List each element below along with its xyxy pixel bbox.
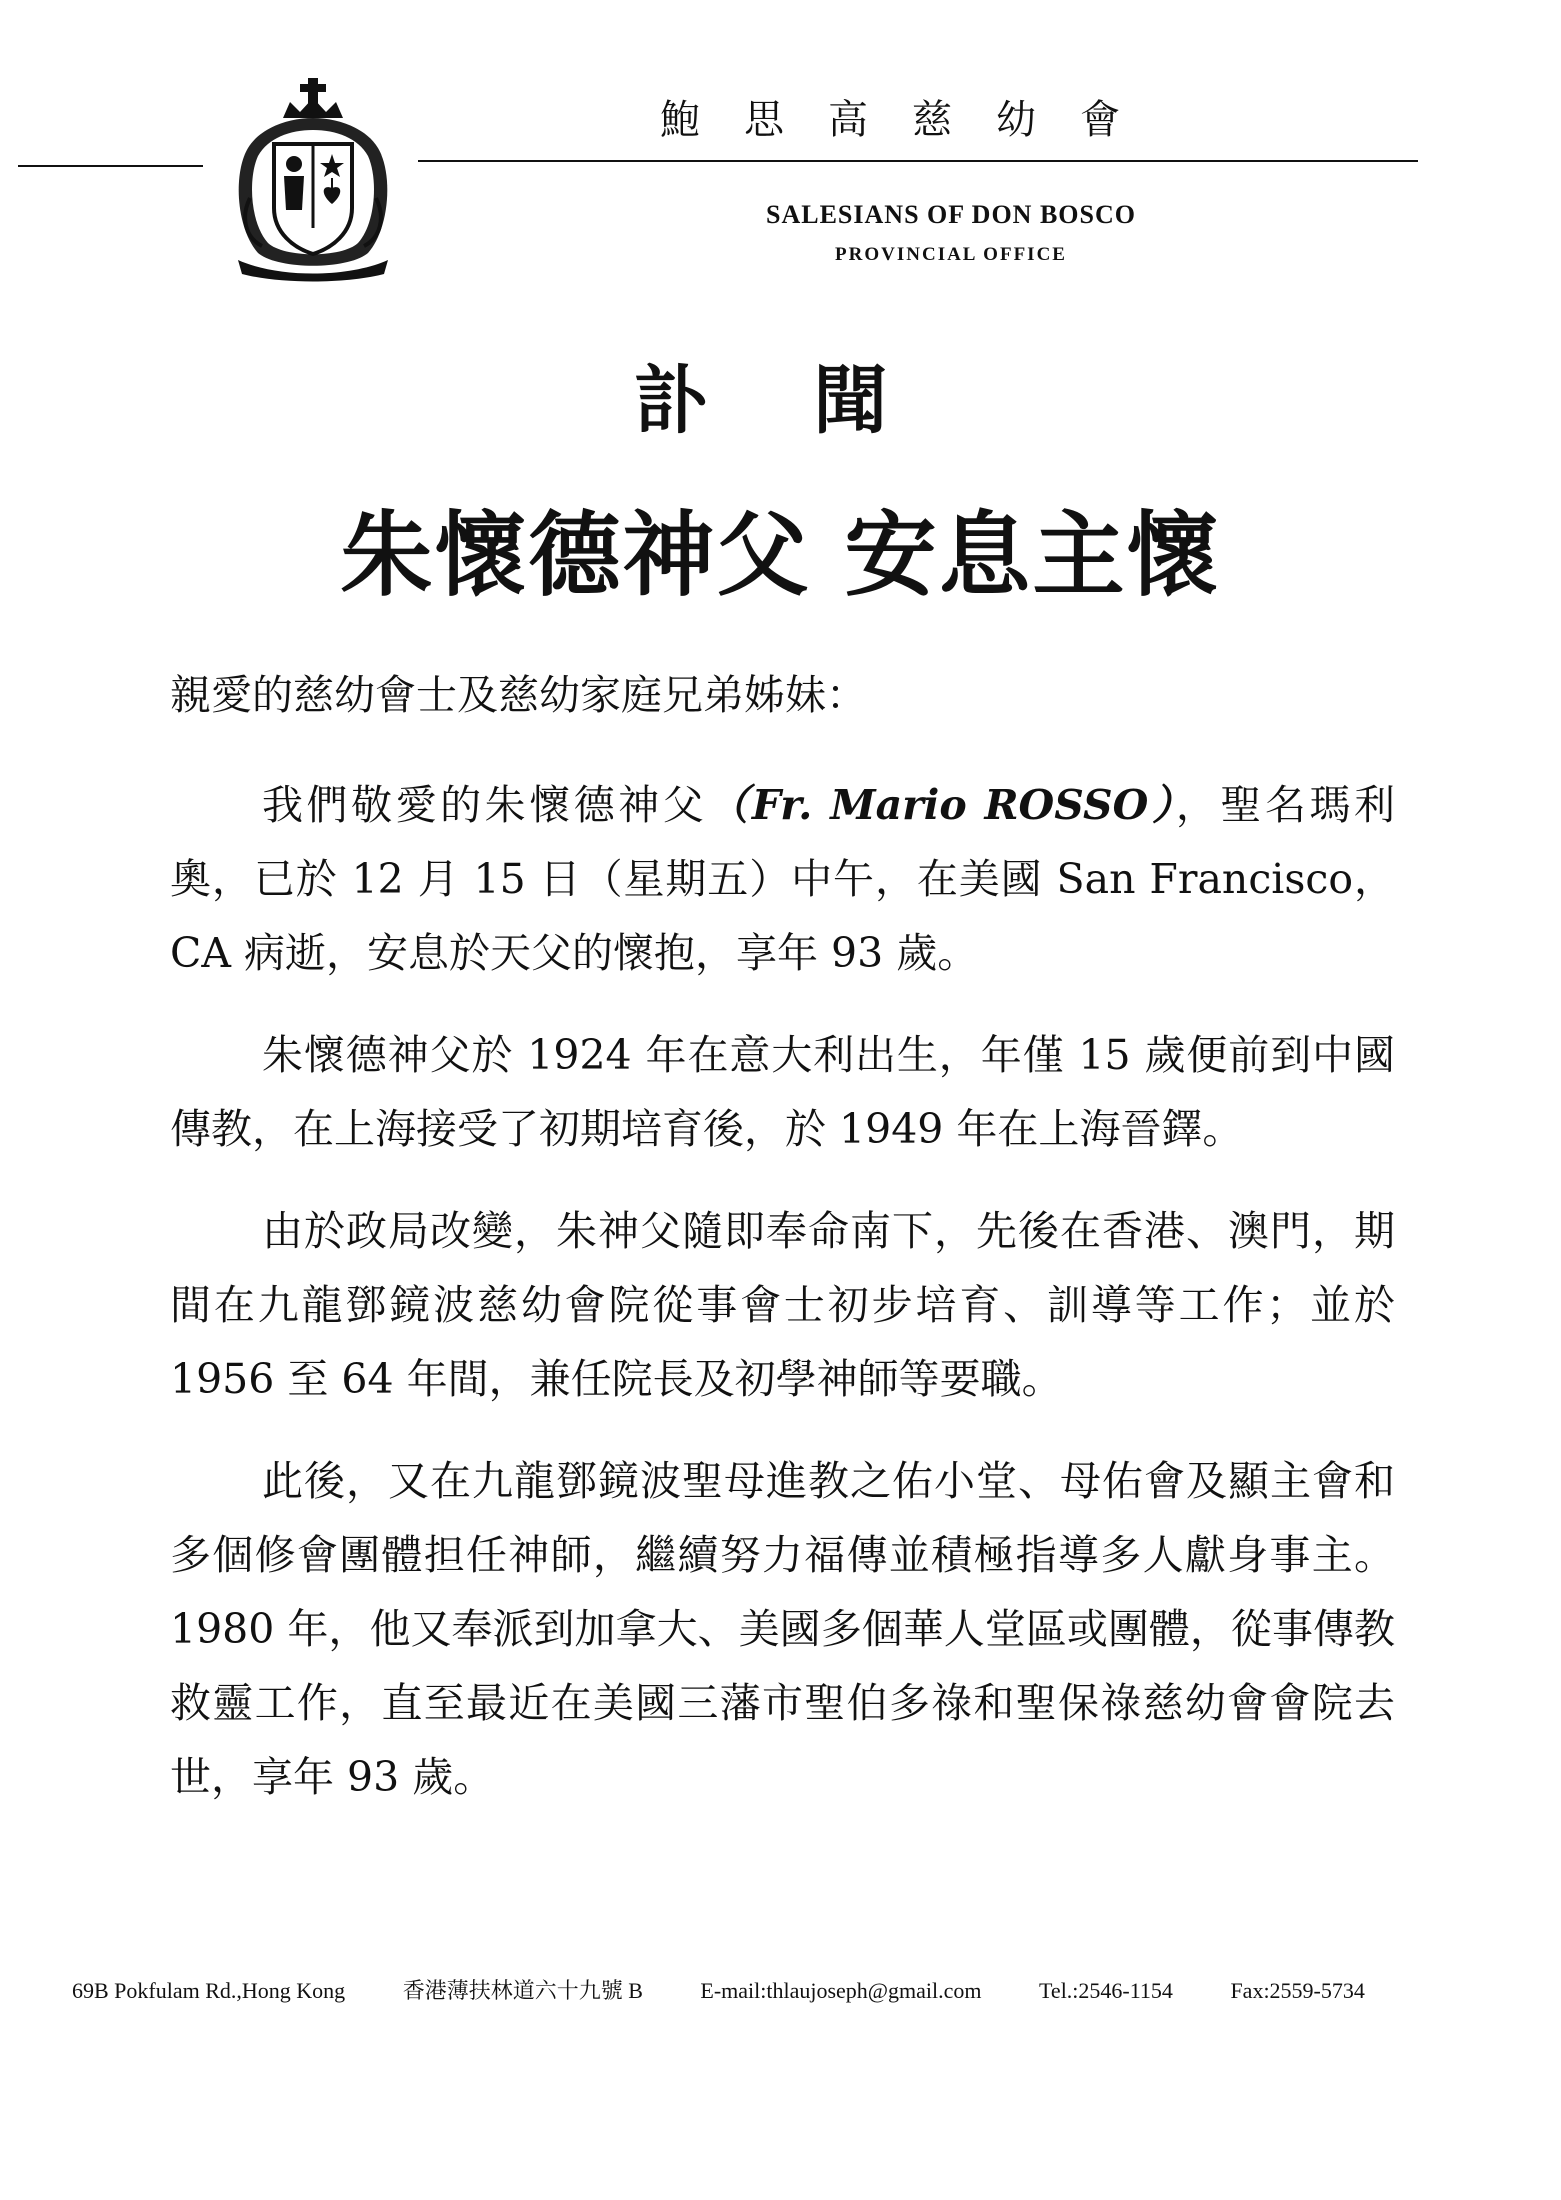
- letter-body: [170, 768, 1395, 1842]
- footer-fax: Fax:2559-5734: [1230, 1978, 1365, 2003]
- paragraph-1-rest: ，聖名瑪利奧，已於 12 月 15 日（星期五）中午，在美國 San Francisco，CA 病逝，安息於天父的懷抱，享年 93 歲。: [170, 781, 1396, 977]
- salutation: 親愛的慈幼會士及慈幼家庭兄弟姊妹：: [170, 671, 867, 719]
- paragraph-1: [170, 768, 1395, 990]
- footer-address-english: 69B Pokfulam Rd.,Hong Kong: [72, 1978, 346, 2003]
- footer-telephone: Tel.:2546-1154: [1039, 1978, 1173, 2003]
- paragraph-4: 此後，又在九龍鄧鏡波聖母進教之佑小堂、母佑會及顯主會和多個修會團體担任神師，繼續努力福傳並積極指導多人獻身事主。1980 年，他又奉派到加拿大、美國多個華人堂區或團體，從事傳教救靈工作，直至最近在美國三藩市聖伯多祿和聖保祿慈幼會會院去世，享年 93 歲。: [170, 1457, 1395, 1801]
- footer-email: E-mail:thlaujoseph@gmail.com: [700, 1978, 982, 2003]
- org-name-english: SALESIANS OF DON BOSCO: [766, 200, 1136, 229]
- footer-address-chinese: 香港薄扶林道六十九號 B: [402, 1978, 643, 2003]
- provincial-office-label: PROVINCIAL OFFICE: [835, 244, 1067, 265]
- letterhead-rule-right: [418, 160, 1418, 162]
- footer: [72, 1974, 1502, 2005]
- latin-name: （Fr. Mario ROSSO）: [707, 781, 1176, 829]
- paragraph-2: 朱懷德神父於 1924 年在意大利出生，年僅 15 歲便前到中國傳教，在上海接受了初期培育後，於 1949 年在上海晉鐸。: [170, 1031, 1395, 1153]
- salesian-crest-logo: [228, 78, 398, 283]
- notice-title: 朱懷德神父 安息主懷: [340, 502, 1221, 609]
- org-name-chinese: 鮑思高慈幼會: [660, 97, 1164, 143]
- paragraph-3: 由於政局改變，朱神父隨即奉命南下，先後在香港、澳門，期間在九龍鄧鏡波慈幼會院從事會士初步培育、訓導等工作；並於 1956 至 64 年間，兼任院長及初學神師等要職。: [170, 1207, 1395, 1403]
- letterhead-rule-left: [18, 165, 203, 167]
- paragraph-1-intro: 我們敬愛的朱懷德神父: [262, 781, 708, 829]
- letterhead: [0, 0, 1561, 300]
- notice-heading: 訃 聞: [633, 358, 928, 444]
